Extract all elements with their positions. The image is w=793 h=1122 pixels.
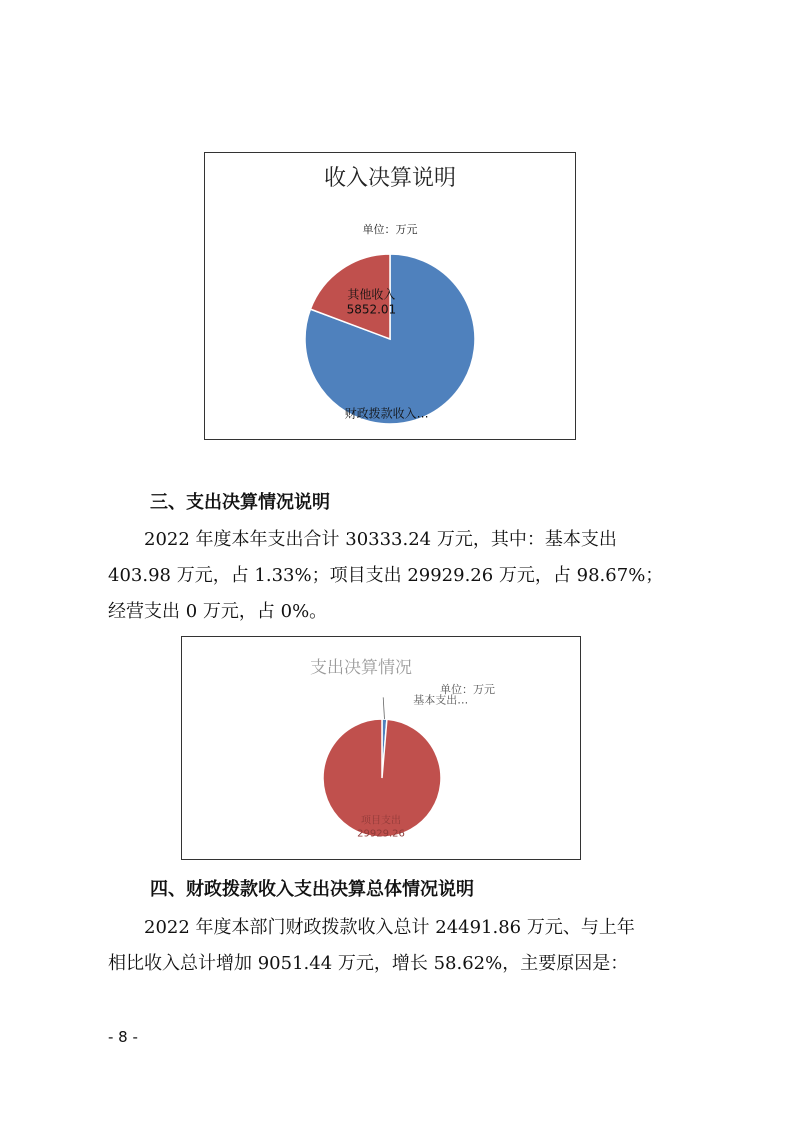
paragraph-3 bbox=[108, 522, 688, 630]
paragraph-line: 2022 年度本年支出合计 30333.24 万元，其中：基本支出 bbox=[144, 529, 617, 550]
chart-title: 收入决算说明 bbox=[323, 166, 456, 191]
section-heading-3: 三、支出决算情况说明 bbox=[150, 492, 330, 513]
paragraph-4 bbox=[108, 910, 688, 982]
page-number: - 8 - bbox=[108, 1028, 138, 1046]
income-pie-svg bbox=[205, 153, 575, 439]
slice-value: 5852.01 bbox=[346, 302, 397, 317]
section-heading-4: 四、财政拨款收入支出决算总体情况说明 bbox=[150, 879, 474, 900]
slice-label: 项目支出 bbox=[361, 815, 402, 827]
chart-unit: 单位：万元 bbox=[440, 683, 495, 696]
chart-unit: 单位：万元 bbox=[362, 223, 418, 236]
leader-line bbox=[383, 697, 384, 719]
slice-label: 基本支出… bbox=[413, 693, 469, 707]
expense-pie-svg bbox=[182, 637, 580, 859]
paragraph-line: 403.98 万元，占 1.33%；项目支出 29929.26 万元，占 98.67%； bbox=[108, 565, 664, 586]
slice-label: 其他收入 bbox=[347, 287, 396, 302]
paragraph-line: 相比收入总计增加 9051.44 万元，增长 58.62%，主要原因是： bbox=[108, 953, 629, 974]
paragraph-line: 2022 年度本部门财政拨款收入总计 24491.86 万元、与上年 bbox=[144, 917, 635, 938]
income-pie-chart bbox=[204, 152, 576, 440]
slice-value: 29929.26 bbox=[357, 828, 405, 840]
slice-label: 财政拨款收入… bbox=[344, 406, 429, 421]
expense-pie-chart bbox=[181, 636, 581, 860]
chart-title: 支出决算情况 bbox=[310, 658, 412, 678]
paragraph-line: 经营支出 0 万元，占 0%。 bbox=[108, 601, 328, 622]
